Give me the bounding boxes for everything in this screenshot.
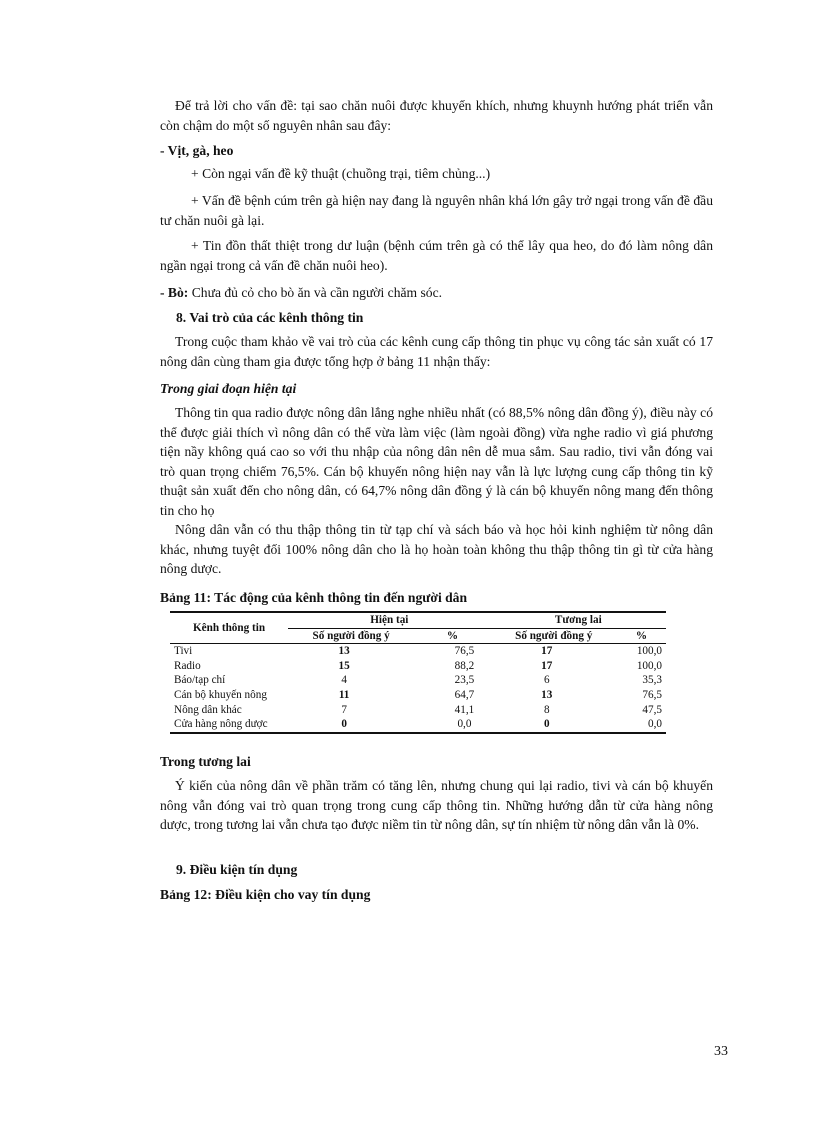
current-count-cell: 11 xyxy=(338,688,350,701)
future-paragraph: Ý kiến của nông dân về phần trăm có tăng lên, nhưng chung qui lại radio, tivi và cán bộ khuyến nông vẫn đóng vai trò quan trọng trong cung cấp thông tin. Những hướng dẫn từ cửa hàng nông dược, trong tương lai vẫn chưa tạo được niềm tin từ nông dân, sự tín nhiệm từ nông dân vẫn là 0%. xyxy=(160,778,713,832)
future-count-cell: 17 xyxy=(541,659,553,672)
current-pct-cell: 23,5 xyxy=(454,674,475,687)
section-9-heading: 9. Điều kiện tín dụng xyxy=(176,862,298,877)
future-heading: Trong tương lai xyxy=(160,754,251,769)
column-group-current: Hiện tại xyxy=(288,612,491,628)
current-count-cell: 7 xyxy=(341,703,347,716)
future-count-cell: 0 xyxy=(543,718,550,731)
table-row xyxy=(170,644,666,659)
current-count-cell: 0 xyxy=(341,718,347,731)
future-pct-cell: 35,3 xyxy=(642,674,662,687)
column-future-pct: % xyxy=(635,629,648,642)
intro-paragraph: Để trả lời cho vấn đề: tại sao chăn nuôi được khuyến khích, nhưng khuynh hướng phát triển vẫn còn chậm do một số nguyên nhân sau đây: xyxy=(160,98,713,133)
poultry-heading: - Vịt, gà, heo xyxy=(160,143,234,158)
table-row xyxy=(170,688,666,703)
cattle-label: - Bò: xyxy=(160,285,189,300)
table-row xyxy=(170,673,666,688)
channel-cell: Radio xyxy=(174,659,201,672)
future-pct-cell: 0,0 xyxy=(648,718,662,731)
channel-cell: Cửa hàng nông dược xyxy=(174,718,268,731)
table-12-label: Bảng 12 xyxy=(160,887,208,902)
poultry-item-2: + Vấn đề bệnh cúm trên gà hiện nay đang là nguyên nhân khá lớn gây trở ngại trong vấn đề đầu tư chăn nuôi gà lại. xyxy=(160,193,713,228)
current-count-cell: 4 xyxy=(341,674,347,687)
current-period-heading: Trong giai đoạn hiện tại xyxy=(160,381,297,396)
current-pct-cell: 0,0 xyxy=(457,718,472,731)
column-future-count: Số người đồng ý xyxy=(515,629,593,642)
current-pct-cell: 64,7 xyxy=(454,688,475,701)
channel-cell: Nông dân khác xyxy=(174,703,242,716)
poultry-item-1: + Còn ngại vấn đề kỹ thuật (chuồng trại, tiêm chủng...) xyxy=(191,166,491,181)
future-pct-cell: 76,5 xyxy=(642,688,662,701)
future-pct-cell: 47,5 xyxy=(642,703,662,716)
page-number: 33 xyxy=(714,1044,728,1059)
table-12-caption xyxy=(160,885,370,905)
table-row xyxy=(170,717,666,733)
table-11-caption: Bảng 11: Tác động của kênh thông tin đến người dân xyxy=(160,590,468,605)
future-pct-cell: 100,0 xyxy=(636,659,662,672)
channel-cell: Báo/tạp chí xyxy=(174,674,226,687)
poultry-item-3: + Tin đồn thất thiệt trong dư luận (bệnh cúm trên gà có thể lây qua heo, do đó làm nông dân ngần ngại trong cả vấn đề chăn nuôi heo). xyxy=(160,238,713,273)
column-current-pct: % xyxy=(446,629,459,642)
future-count-cell: 13 xyxy=(541,688,553,701)
table-row xyxy=(170,703,666,718)
section-8-heading: 8. Vai trò của các kênh thông tin xyxy=(176,310,364,325)
current-pct-cell: 88,2 xyxy=(454,659,475,672)
channel-cell: Cán bộ khuyến nông xyxy=(174,688,267,701)
current-count-cell: 15 xyxy=(338,659,350,672)
current-pct-cell: 41,1 xyxy=(454,703,475,716)
cattle-text: Chưa đủ cỏ cho bò ăn và cần người chăm sóc. xyxy=(188,285,443,300)
future-count-cell: 6 xyxy=(543,674,550,687)
channel-cell: Tivi xyxy=(174,645,193,658)
section-8-intro: Trong cuộc tham khảo về vai trò của các kênh cung cấp thông tin phục vụ công tác sản xuất có 17 nông dân cùng tham gia được tổng hợp ở bảng 11 nhận thấy: xyxy=(160,334,713,369)
column-group-future: Tương lai xyxy=(491,612,666,628)
current-period-paragraph-2: Nông dân vẫn có thu thập thông tin từ tạp chí và sách báo và học hỏi kinh nghiệm từ nông dân khác, nhưng tuyệt đối 100% nông dân cho là họ hoàn toàn không thu thập thông tin gì từ cửa hàng nông dược. xyxy=(160,522,713,576)
future-pct-cell: 100,0 xyxy=(636,645,662,658)
table-12-title: : Điều kiện cho vay tín dụng xyxy=(207,887,371,902)
current-count-cell: 13 xyxy=(338,645,350,658)
future-count-cell: 17 xyxy=(541,645,553,658)
cattle-line xyxy=(160,283,442,303)
table-11 xyxy=(170,611,666,734)
column-current-count: Số người đồng ý xyxy=(312,629,390,642)
column-channel-header: Kênh thông tin xyxy=(192,621,266,634)
current-pct-cell: 76,5 xyxy=(454,645,475,658)
future-count-cell: 8 xyxy=(543,703,550,716)
table-row xyxy=(170,659,666,674)
current-period-paragraph-1: Thông tin qua radio được nông dân lắng nghe nhiều nhất (có 88,5% nông dân đồng ý), điều này có thể được giải thích vì nông dân có thể vừa làm việc (làm ngoài đồng) vừa nghe radio vì giá phương tiện nầy không quá cao so với thu nhập của nông dân nên dễ mua sắm. Sau radio, tivi vẫn đóng vai trò quan trọng chiếm 76,5%. Cán bộ khuyến nông hiện nay vẫn là lực lượng cung cấp thông tin kỹ thuật sản xuất đến cho nông dân, có 64,7% nông dân đồng ý là cán bộ khuyến nông mang đến thông tin cho họ xyxy=(160,405,713,518)
